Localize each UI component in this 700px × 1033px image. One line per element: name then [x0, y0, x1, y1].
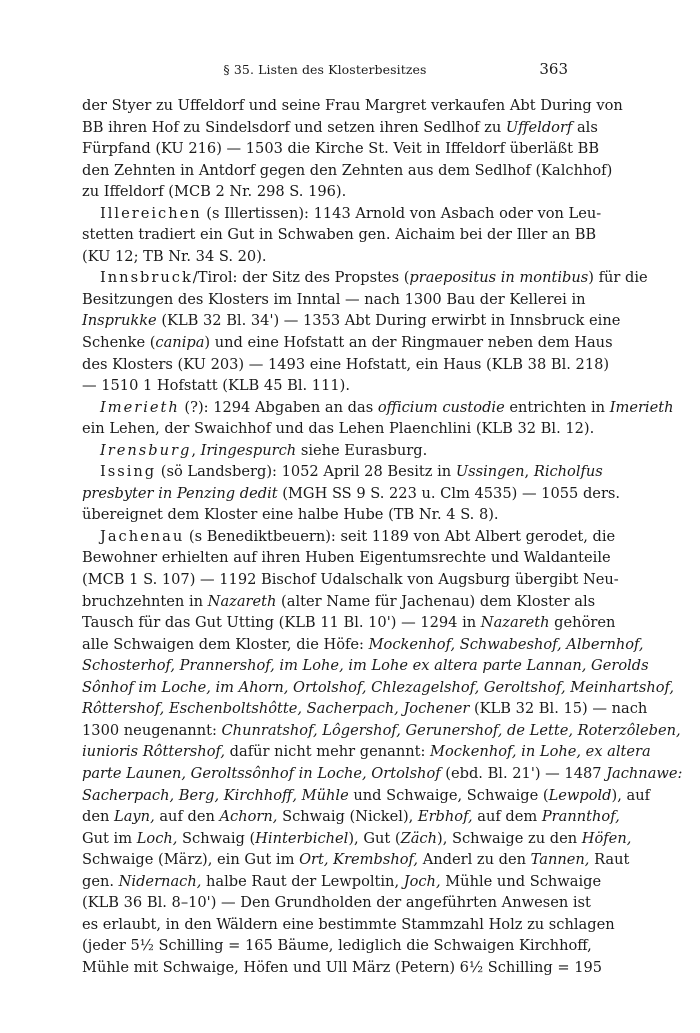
text-line [82, 871, 602, 893]
text-run: gen. [82, 872, 119, 890]
italic-run: Layn, [114, 808, 155, 826]
text-line [82, 418, 595, 440]
text-run: stetten tradiert ein Gut in Schwaben gen. Aichaim bei der Iller an BB [82, 226, 597, 244]
text-line [82, 914, 615, 936]
text-line [82, 267, 648, 289]
text-line [82, 310, 621, 332]
text-line [82, 461, 603, 483]
text-run: halbe Raut der Lewpoltin, [201, 872, 404, 890]
text-run: ), Gut ( [348, 829, 401, 847]
italic-run: canipa [155, 334, 205, 352]
italic-run: Imerieth [609, 398, 674, 416]
text-run: gehören [549, 614, 616, 632]
italic-run: Insprukke [82, 312, 157, 330]
italic-run: Achorn, [219, 808, 278, 826]
running-title: § 35. Listen des Klosterbesitzes [223, 62, 427, 77]
text-run: (s Illertissen): 1143 Arnold von Asbach oder von Leu- [201, 204, 602, 222]
text-line [82, 289, 586, 311]
text-line [82, 569, 619, 591]
text-line [82, 203, 602, 225]
text-line [82, 634, 644, 656]
italic-run: praepositus in montibus [409, 269, 589, 287]
italic-run: Mockenhof, in Lohe, ex altera [430, 743, 651, 761]
text-run: Mühle mit Schwaige, Höfen und Ull März (Petern) 6½ Schilling = 195 [82, 958, 603, 976]
text-run: den Zehnten in Antdorf gegen den Zehnten aus dem Sedlhof (Kalchhof) [82, 161, 613, 179]
text-run: ein Lehen, der Swaichhof und das Lehen Plaenchlini (KLB 32 Bl. 12). [82, 420, 595, 438]
text-line [82, 224, 597, 246]
italic-run: iunioris Rôttershof, [82, 743, 226, 761]
text-line [82, 138, 600, 160]
text-run: (s Benediktbeuern): seit 1189 von Abt Albert gerodet, die [184, 527, 616, 545]
place-name: Jachenau [100, 527, 185, 545]
text-run: auf dem [472, 808, 542, 826]
text-run: (alter Name für Jachenau) dem Kloster als [276, 592, 596, 610]
text-line [82, 785, 651, 807]
text-line [82, 763, 683, 785]
text-run: als [572, 118, 598, 136]
text-run: (MCB 1 S. 107) — 1192 Bischof Udalschalk von Augsburg übergibt Neu- [82, 571, 619, 589]
text-line [82, 332, 613, 354]
text-run: auf den [154, 808, 220, 826]
page-number: 363 [539, 60, 568, 78]
italic-run: Richolfus [533, 463, 603, 481]
italic-run: Mockenhof, Schwabeshof, Albernhof, [368, 635, 644, 653]
running-header [82, 60, 568, 82]
text-run: — 1510 1 Hofstatt (KLB 45 Bl. 111). [82, 377, 350, 395]
text-run: , [191, 441, 201, 459]
text-line [82, 591, 596, 613]
italic-run: Rôttershof, Eschenboltshôtte, Sacherpach, Jochener [82, 700, 470, 718]
text-run: (KLB 32 Bl. 15) — nach [469, 700, 648, 718]
italic-run: Jachnawe: [606, 764, 683, 782]
text-line [82, 397, 674, 419]
place-name: Imerieth [100, 398, 180, 416]
place-name: Irensburg [100, 441, 192, 459]
text-run: BB ihren Hof zu Sindelsdorf und setzen ihren Sedlhof zu [82, 118, 506, 136]
text-line [82, 849, 630, 871]
text-run: bruchzehnten in [82, 592, 208, 610]
italic-run: Ort, Krembshof, [299, 851, 419, 869]
text-line [82, 181, 568, 203]
text-run: Schenke ( [82, 334, 156, 352]
text-line [82, 526, 616, 548]
text-run: Fürpfand (KU 216) — 1503 die Kirche St. Veit in Iffeldorf überläßt BB [82, 140, 600, 158]
text-line [82, 160, 613, 182]
text-run: den [82, 808, 115, 826]
text-line [82, 375, 568, 397]
text-run: ), auf [611, 786, 651, 804]
italic-run: officium custodie [377, 398, 505, 416]
italic-run: Hinterbichel [255, 829, 349, 847]
place-name: Illereichen [100, 204, 202, 222]
text-run: ) für die [588, 269, 648, 287]
text-run: siehe Eurasburg. [296, 441, 428, 459]
text-line [82, 677, 675, 699]
text-run: dafür nicht mehr genannt: [225, 743, 431, 761]
text-run: Bewohner erhielten auf ihren Huben Eigentumsrechte und Waldanteile [82, 549, 611, 567]
italic-run: Erbhof, [417, 808, 473, 826]
italic-run: Sacherpach, Berg, Kirchhoff, Mühle [82, 786, 349, 804]
italic-run: Sônhof im Loche, im Ahorn, Ortolshof, Chlezagelshof, Geroltshof, Meinhartshof, [82, 678, 675, 696]
text-run: ) und eine Hofstatt an der Ringmauer neben dem Haus [204, 334, 613, 352]
italic-run: Schosterhof, Prannershof, im Lohe, im Lohe ex altera parte Lannan, Gerolds [82, 657, 649, 675]
italic-run: Lewpold [548, 786, 612, 804]
italic-run: Joch, [403, 872, 441, 890]
text-run: zu Iffeldorf (MCB 2 Nr. 298 S. 196). [82, 183, 347, 201]
text-line [82, 720, 681, 742]
text-run: Besitzungen des Klosters im Inntal — nach 1300 Bau der Kellerei in [82, 290, 586, 308]
text-run: ), Schwaige zu den [437, 829, 582, 847]
italic-run: Loch, [136, 829, 178, 847]
text-run: Schwaig ( [177, 829, 256, 847]
text-run: und Schwaige, Schwaige ( [348, 786, 549, 804]
text-line [82, 935, 592, 957]
text-run: , [524, 463, 534, 481]
text-line [82, 828, 632, 850]
text-line [82, 246, 568, 268]
place-name: Innsbruck [100, 269, 193, 287]
text-line [82, 547, 611, 569]
italic-run: Prannthof, [541, 808, 620, 826]
italic-run: Tannen, [530, 851, 590, 869]
text-run: (ebd. Bl. 21') — 1487 [440, 764, 607, 782]
text-run: (KU 12; TB Nr. 34 S. 20). [82, 247, 267, 265]
text-run: (MGH SS 9 S. 223 u. Clm 4535) — 1055 ders. [277, 484, 621, 502]
italic-run: Höfen, [581, 829, 632, 847]
text-run: es erlaubt, in den Wäldern eine bestimmte Stammzahl Holz zu schlagen [82, 915, 615, 933]
text-run: Anderl zu den [418, 851, 531, 869]
text-line [82, 741, 651, 763]
italic-run: presbyter in Penzing dedit [82, 484, 278, 502]
italic-run: Chunratshof, Lôgershof, Gerunershof, de Lette, Roterzôleben, [221, 721, 681, 739]
text-run: Mühle und Schwaige [440, 872, 602, 890]
text-line [82, 698, 648, 720]
text-run: (?): 1294 Abgaben an das [179, 398, 378, 416]
text-run: der Styer zu Uffeldorf und seine Frau Margret verkaufen Abt During von [82, 97, 623, 114]
text-run: 1300 neugenannt: [82, 721, 222, 739]
text-run: /Tirol: der Sitz des Propstes ( [192, 269, 410, 287]
text-run: (sö Landsberg): 1052 April 28 Besitz in [156, 463, 456, 481]
text-line [82, 957, 603, 979]
text-line [82, 117, 598, 139]
body-text [82, 95, 683, 978]
text-run: Gut im [82, 829, 137, 847]
italic-run: Nidernach, [118, 872, 202, 890]
text-run: alle Schwaigen dem Kloster, die Höfe: [82, 635, 369, 653]
italic-run: parte Launen, Geroltssônhof in Loche, Ortolshof [82, 764, 441, 782]
italic-run: Nazareth [207, 592, 277, 610]
text-run: (KLB 32 Bl. 34') — 1353 Abt During erwirbt in Innsbruck eine [156, 312, 621, 330]
text-run: (KLB 36 Bl. 8–10') — Den Grundholden der angeführten Anwesen ist [82, 894, 591, 912]
italic-run: Uffeldorf [505, 118, 573, 136]
italic-run: Ussingen [455, 463, 525, 481]
text-line [82, 504, 568, 526]
text-line [82, 354, 610, 376]
text-line [82, 612, 616, 634]
place-name: Issing [100, 463, 157, 481]
text-run: Schwaige (März), ein Gut im [82, 851, 300, 869]
text-run: übereignet dem Kloster eine halbe Hube (TB Nr. 4 S. 8). [82, 506, 499, 524]
text-run: Tausch für das Gut Utting (KLB 11 Bl. 10') — 1294 in [82, 614, 481, 632]
text-run: Schwaig (Nickel), [277, 808, 418, 826]
text-line [82, 440, 568, 462]
text-line [82, 483, 621, 505]
text-line [82, 892, 591, 914]
italic-run: Zäch [400, 829, 437, 847]
text-run: des Klosters (KU 203) — 1493 eine Hofstatt, ein Haus (KLB 38 Bl. 218) [82, 355, 610, 373]
text-line [82, 806, 620, 828]
text-run: Raut [589, 851, 630, 869]
italic-run: Nazareth [480, 614, 550, 632]
italic-run: Iringespurch [200, 441, 297, 459]
text-line [82, 655, 649, 677]
text-line [82, 95, 623, 117]
text-run: (jeder 5½ Schilling = 165 Bäume, lediglich die Schwaigen Kirchhoff, [82, 937, 592, 955]
text-run: entrichten in [504, 398, 610, 416]
